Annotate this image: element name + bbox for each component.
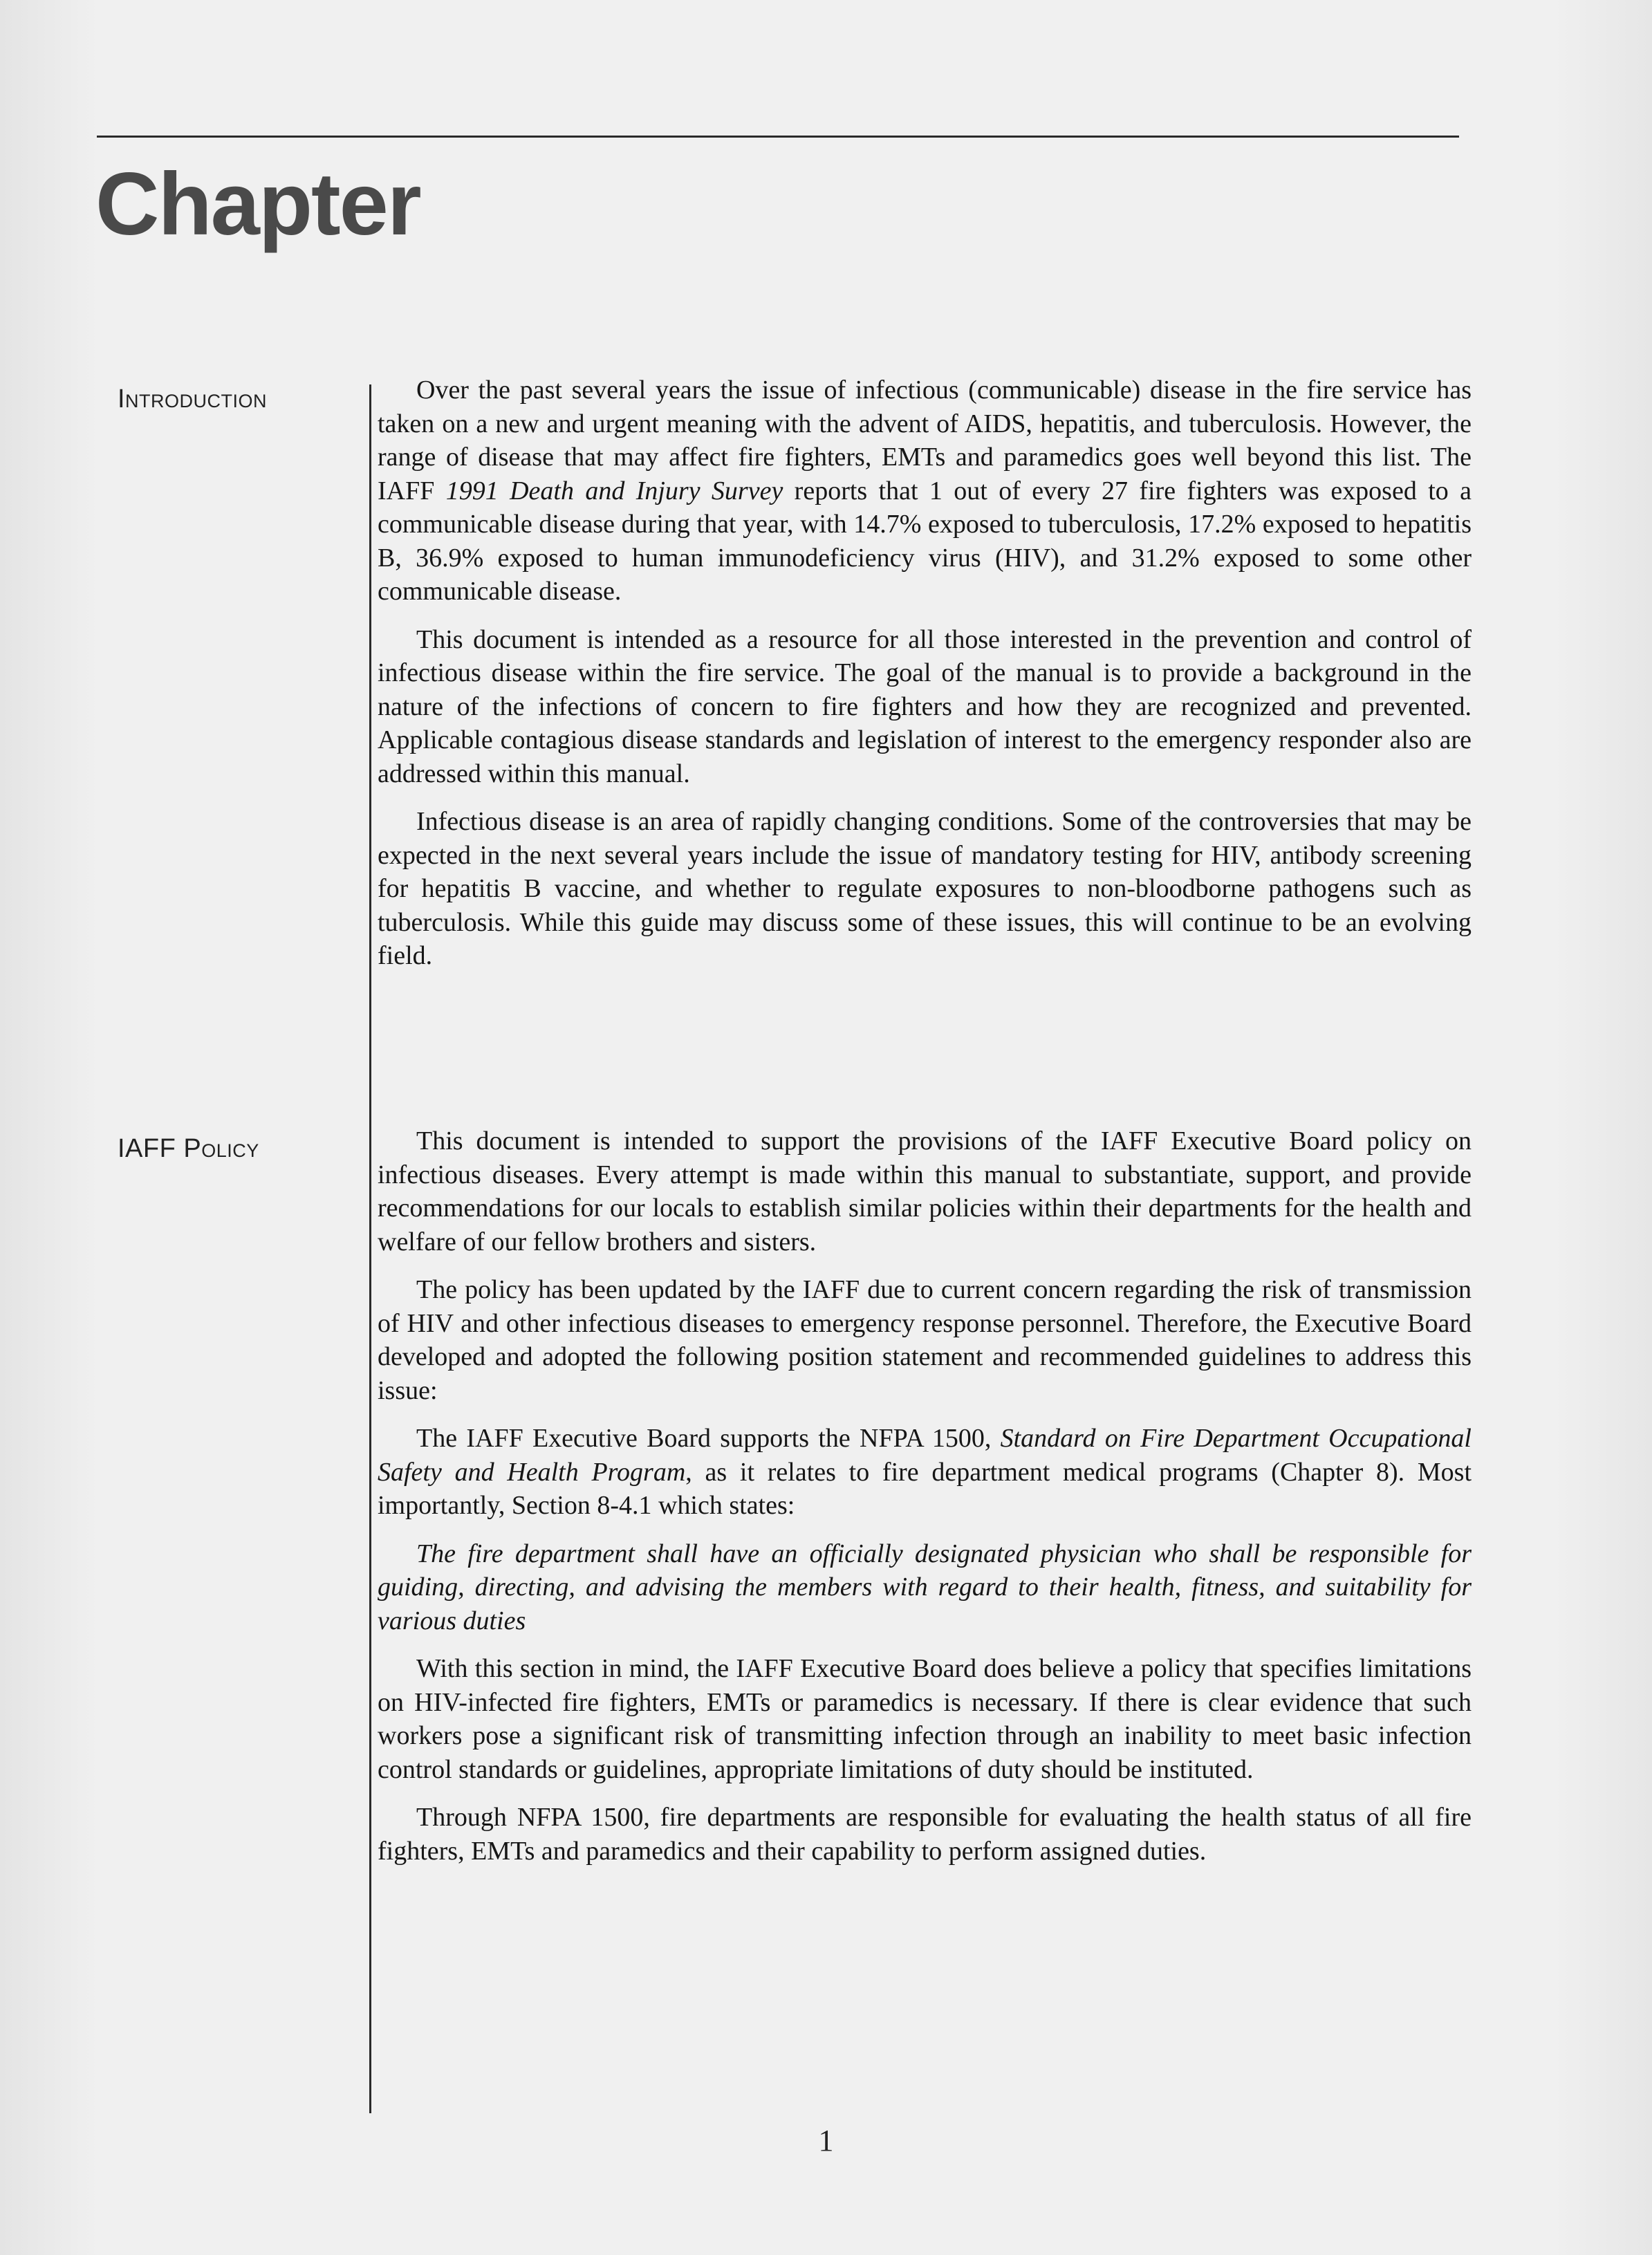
policy-paragraph-3: The IAFF Executive Board supports the NFPA 1500, Standard on Fire Department Occupational Safety and Health Program, as it relates to fire department medical programs (Chapter 8). Most importantly, Section 8-4.1 which states:	[378, 1424, 1472, 1520]
column-divider	[369, 384, 371, 2113]
header-rule	[97, 136, 1459, 138]
intro-paragraph-3: Infectious disease is an area of rapidly changing conditions. Some of the controversies that may be expected in the next several years include the issue of mandatory testing for HIV, antibody screening for hepatitis B vaccine, and whether to regulate exposures to non-bloodborne pathogens such as tuberculosis. While this guide may discuss some of these issues, this will continue to be an evolving field.	[378, 807, 1472, 970]
policy-paragraph-1: This document is intended to support the provisions of the IAFF Executive Board policy on infectious diseases. Every attempt is made within this manual to substantiate, support, and provide recommendations for our locals to establish similar policies within their departments for the health and welfare of our fellow brothers and sisters.	[378, 1126, 1472, 1256]
section-label-introduction: Introduction	[118, 384, 268, 414]
policy-paragraph-5: With this section in mind, the IAFF Executive Board does believe a policy that specifies limitations on HIV-infected fire fighters, EMTs or paramedics is necessary. If there is clear evidence that such workers pose a significant risk of transmitting infection through an inability to meet basic infection control standards or guidelines, appropriate limitations of duty should be instituted.	[378, 1654, 1472, 1784]
iaff-policy-body	[378, 1124, 1472, 1882]
policy-paragraph-6: Through NFPA 1500, fire departments are responsible for evaluating the health status of all fire fighters, EMTs and paramedics and their capability to perform assigned duties.	[378, 1803, 1472, 1866]
chapter-heading: Chapter	[95, 155, 420, 254]
introduction-body	[378, 373, 1472, 987]
intro-paragraph-2: This document is intended as a resource for all those interested in the prevention and control of infectious disease within the fire service. The goal of the manual is to provide a background in the nature of the infections of concern to fire fighters and how they are recognized and prevented. Applicable contagious disease standards and legislation of interest to the emergency responder also are addressed within this manual.	[378, 624, 1472, 788]
policy-quote: The fire department shall have an officially designated physician who shall be responsible for guiding, directing, and advising the members with regard to their health, fitness, and suitability for various duties	[378, 1539, 1472, 1635]
intro-paragraph-1: Over the past several years the issue of infectious (communicable) disease in the fire service has taken on a new and urgent meaning with the advent of AIDS, hepatitis, and tuberculosis. However, the range of disease that may affect fire fighters, EMTs and paramedics goes well beyond this list. The IAFF 1991 Death and Injury Survey reports that 1 out of every 27 fire fighters was exposed to a communicable disease during that year, with 14.7% exposed to tuberculosis, 17.2% exposed to hepatitis B, 36.9% exposed to human immunodeficiency virus (HIV), and 31.2% exposed to some other communicable disease.	[378, 375, 1472, 606]
page-number: 1	[818, 2124, 834, 2157]
policy-paragraph-2: The policy has been updated by the IAFF due to current concern regarding the risk of transmission of HIV and other infectious diseases to emergency response personnel. Therefore, the Executive Board developed and adopted the following position statement and recommended guidelines to address this issue:	[378, 1275, 1472, 1405]
section-label-iaff-policy: IAFF Policy	[118, 1134, 259, 1163]
